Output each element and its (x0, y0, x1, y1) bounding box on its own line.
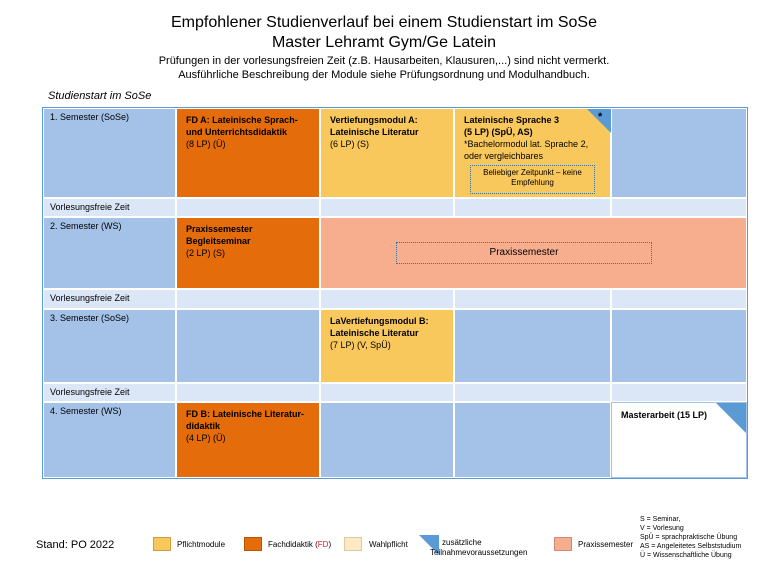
cell-empty (611, 108, 747, 198)
module-vertiefung-a-detail: (6 LP) (S) (330, 139, 370, 149)
page-title: Empfohlener Studienverlauf bei einem Studienstart im SoSe (170, 14, 597, 31)
row-label-sem4: 4. Semester (WS) (43, 402, 176, 478)
legend-wahlpflicht: Wahlpflicht (369, 540, 408, 549)
asterisk-mark: * (598, 111, 603, 123)
module-masterarbeit-title: Masterarbeit (15 LP) (621, 410, 708, 420)
legend-fd-abbr: FD (317, 540, 329, 549)
module-fd-a-detail: (8 LP) (Ü) (186, 139, 226, 149)
module-fd-b-text (178, 404, 318, 448)
module-praxis-seminar-title: Praxissemester Begleitseminar (186, 224, 253, 246)
module-vertiefung-a-title: Vertiefungsmodul A: Lateinische Literatur (330, 115, 419, 137)
note-modules: Ausführliche Beschreibung der Module siehe Prüfungsordnung und Modulhandbuch. (178, 69, 590, 81)
stand-label: Stand: PO 2022 (36, 539, 115, 551)
praxissemester-label: Praxissemester (396, 242, 652, 264)
abbr-vorlesung: V = Vorlesung (640, 525, 684, 532)
cell-empty (320, 402, 454, 478)
row-label-sem2: 2. Semester (WS) (43, 217, 176, 289)
legend-fachdidaktik-text: Fachdidaktik ( (268, 540, 318, 549)
cell-free (454, 383, 611, 402)
module-lavb-title: LaVertiefungsmodul B: Lateinische Literatur (330, 316, 429, 338)
legend-fachdidaktik (268, 540, 331, 550)
row-label-free1: Vorlesungsfreie Zeit (43, 198, 176, 217)
cell-free (454, 289, 611, 309)
module-masterarbeit-text (613, 405, 723, 425)
cell-empty (454, 309, 611, 383)
legend-swatch-wahlpflicht (344, 537, 362, 551)
module-fd-b-title: FD B: Lateinische Literatur-didaktik (186, 409, 305, 431)
legend-swatch-pflicht (153, 537, 171, 551)
page-subtitle: Master Lehramt Gym/Ge Latein (271, 34, 497, 51)
abbr-as: AS = Angeleitetes Selbststudium (640, 543, 742, 550)
legend-swatch-fachdidaktik (244, 537, 262, 551)
module-latein-sprache-3-text (456, 110, 606, 166)
cell-free (320, 383, 454, 402)
cell-free (320, 289, 454, 309)
start-label: Studienstart im SoSe (48, 90, 152, 102)
module-fd-a-title: FD A: Lateinische Sprach- und Unterrichtsdidaktik (186, 115, 298, 137)
abbr-seminar: S = Seminar, (640, 516, 681, 523)
module-vertiefung-a-text (322, 110, 452, 154)
cell-free (611, 383, 747, 402)
legend-zusatz-1: zusätzliche (442, 538, 482, 547)
module-la-vertiefung-b-text (322, 311, 454, 355)
cell-free (454, 198, 611, 217)
legend-swatch-praxis (554, 537, 572, 551)
module-fd-a-text (178, 110, 318, 154)
cell-free (176, 198, 320, 217)
note-exams: Prüfungen in der vorlesungsfreien Zeit (z.B. Hausarbeiten, Klausuren,...) sind nicht vermerkt. (158, 55, 610, 67)
legend-praxissemester: Praxissemester (578, 540, 634, 549)
cell-free (176, 289, 320, 309)
module-ls3-note: *Bachelormodul lat. Sprache 2, oder vergleichbares (464, 139, 589, 161)
cell-free (320, 198, 454, 217)
note-any-time: Beliebiger Zeitpunkt – keine Empfehlung (470, 165, 595, 194)
row-label-sem3: 3. Semester (SoSe) (43, 309, 176, 383)
cell-empty (176, 309, 320, 383)
cell-free (176, 383, 320, 402)
row-label-free2: Vorlesungsfreie Zeit (43, 289, 176, 309)
row-label-free3: Vorlesungsfreie Zeit (43, 383, 176, 402)
legend-fd-close: ) (328, 540, 332, 549)
cell-empty (454, 402, 611, 478)
abbr-ue: Ü = Wissenschaftliche Übung (640, 552, 732, 559)
abbr-spue: SpÜ = sprachpraktische Übung (640, 534, 738, 541)
cell-empty (611, 309, 747, 383)
legend-zusatz-2: Teilnahmevoraussetzungen (430, 548, 528, 557)
row-label-sem1: 1. Semester (SoSe) (43, 108, 176, 198)
module-fd-b-detail: (4 LP) (Ü) (186, 433, 226, 443)
module-lavb-detail: (7 LP) (V, SpÜ) (330, 340, 391, 350)
module-praxis-seminar-text (178, 219, 318, 263)
module-praxis-seminar-detail: (2 LP) (S) (186, 248, 226, 258)
module-ls3-lp: (5 LP) (SpÜ, AS) (464, 127, 533, 137)
cell-free (611, 289, 747, 309)
legend-pflicht: Pflichtmodule (177, 540, 226, 549)
cell-free (611, 198, 747, 217)
module-ls3-title: Lateinische Sprache 3 (464, 115, 560, 125)
